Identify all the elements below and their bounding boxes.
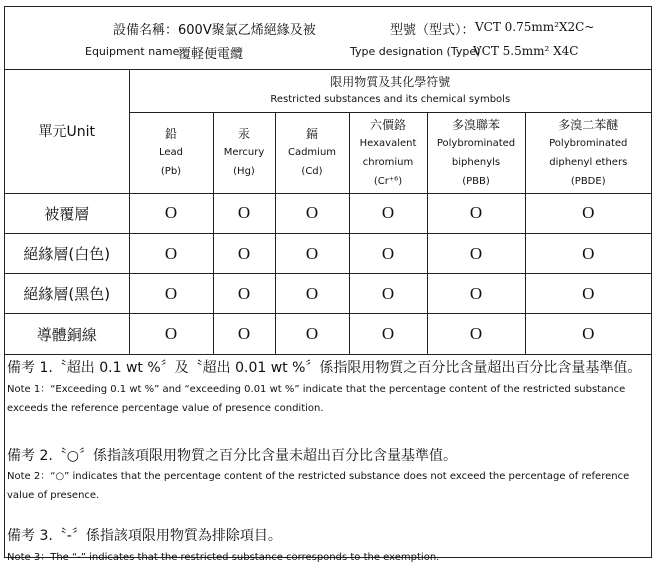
substance-zh: 鎘: [305, 127, 318, 142]
group-header-en: Restricted substances and its chemical symbols: [270, 93, 511, 105]
table-row: [5, 193, 651, 233]
table-cell: O: [525, 314, 651, 355]
note-3-zh: 備考 3.〝-〞係指該項限用物質為排除項目。: [7, 528, 282, 544]
substance-en-2: diphenyl ethers: [549, 156, 628, 168]
substance-zh: 鉛: [164, 127, 177, 142]
substance-symbol: (Pb): [160, 166, 182, 178]
substance-en: Cadmium: [287, 147, 337, 159]
substance-symbol: (Hg): [233, 166, 255, 178]
row-label: 絕緣層(白色): [5, 233, 129, 274]
rohs-declaration: [4, 6, 652, 563]
model-value-2: VCT 5.5mm² X4C: [473, 44, 579, 58]
table-cell: O: [213, 314, 275, 355]
table-cell: O: [213, 193, 275, 233]
substance-zh: 多溴二苯醚: [558, 117, 619, 132]
table-cell: O: [427, 233, 525, 274]
group-header-zh: 限用物質及其化學符號: [330, 74, 451, 89]
table-cell: O: [525, 233, 651, 274]
unit-header: [5, 69, 129, 193]
model-label-zh: 型號（型式）：: [390, 23, 475, 38]
unit-header-label: 單元Unit: [38, 123, 95, 140]
substance-en: Polybrominated: [549, 137, 628, 149]
substance-en: Mercury: [223, 147, 265, 159]
table-cell: O: [427, 314, 525, 355]
table-cell: O: [427, 193, 525, 233]
note-3-en: Note 3：The “-” indicates that the restricted substance corresponds to the exemption.: [7, 552, 440, 563]
substance-zh: 多溴聯苯: [451, 117, 500, 132]
equipment-label-zh: 設備名稱：: [113, 23, 179, 38]
substance-table: [5, 69, 651, 355]
substance-header-chromium: [349, 113, 427, 194]
note-2-zh: 備考 2.〝○〞係指該項限用物質之百分比含量未超出百分比含量基準值。: [7, 448, 458, 464]
row-label: 被覆層: [5, 193, 129, 233]
table-cell: O: [213, 274, 275, 314]
substance-symbol: (PBDE): [570, 175, 606, 187]
substance-en: Hexavalent: [359, 137, 417, 149]
equipment-name-zh: 600V聚氯乙烯絕緣及被: [178, 23, 316, 38]
substance-en-2: biphenyls: [451, 156, 501, 168]
table-cell: O: [525, 274, 651, 314]
table-cell: O: [525, 193, 651, 233]
declaration-header: [5, 7, 651, 70]
table-cell: O: [129, 233, 213, 274]
table-cell: O: [349, 233, 427, 274]
table-cell: O: [129, 314, 213, 355]
table-cell: O: [275, 193, 349, 233]
substance-en: Polybrominated: [436, 137, 516, 149]
equipment-label-en: Equipment name: [85, 45, 180, 58]
substance-zh: 汞: [237, 127, 250, 142]
table-row: [5, 274, 651, 314]
substance-zh: 六價鉻: [369, 117, 406, 132]
table-cell: O: [275, 274, 349, 314]
row-label: 絕緣層(黑色): [5, 274, 129, 314]
table-cell: O: [275, 314, 349, 355]
substance-symbol: (Cd): [301, 166, 323, 178]
row-label: 導體銅線: [5, 314, 129, 355]
substance-group-header: [129, 69, 651, 113]
substance-header-lead: [129, 113, 213, 194]
model-value-1: VCT 0.75mm²X2C~: [475, 20, 595, 34]
table-cell: O: [213, 233, 275, 274]
table-cell: O: [129, 274, 213, 314]
note-2-en: Note 2：“○” indicates that the percentage content of the restricted substance does not exceed the percentage of reference value of presence.: [7, 471, 630, 501]
table-cell: O: [349, 274, 427, 314]
table-row: [5, 314, 651, 355]
table-cell: O: [129, 193, 213, 233]
table-cell: O: [349, 314, 427, 355]
note-1-zh: 備考 1.〝超出 0.1 wt %〞及〝超出 0.01 wt %〞係指限用物質之百分比含量超出百分比含量基準值。: [7, 360, 642, 376]
substance-header-mercury: [213, 113, 275, 194]
substance-header-cadmium: [275, 113, 349, 194]
table-cell: O: [275, 233, 349, 274]
model-label-en: Type designation (Type): [350, 45, 481, 58]
substance-header-pbb: [427, 113, 525, 194]
substance-en: Lead: [158, 147, 184, 159]
table-cell: O: [427, 274, 525, 314]
equipment-name-zh-2: 覆軽便電纜: [178, 47, 244, 62]
substance-header-pbde: [525, 113, 651, 194]
substance-symbol: (Cr⁺⁶): [373, 175, 403, 187]
table-cell: O: [349, 193, 427, 233]
substance-symbol: (PBB): [462, 175, 490, 187]
substance-en-2: chromium: [362, 156, 414, 168]
note-1-en: Note 1：“Exceeding 0.1 wt %” and “exceeding 0.01 wt %” indicate that the percentage content of the restricted substance exceeds the reference percentage value of presence condition.: [7, 384, 626, 414]
table-row: [5, 233, 651, 274]
